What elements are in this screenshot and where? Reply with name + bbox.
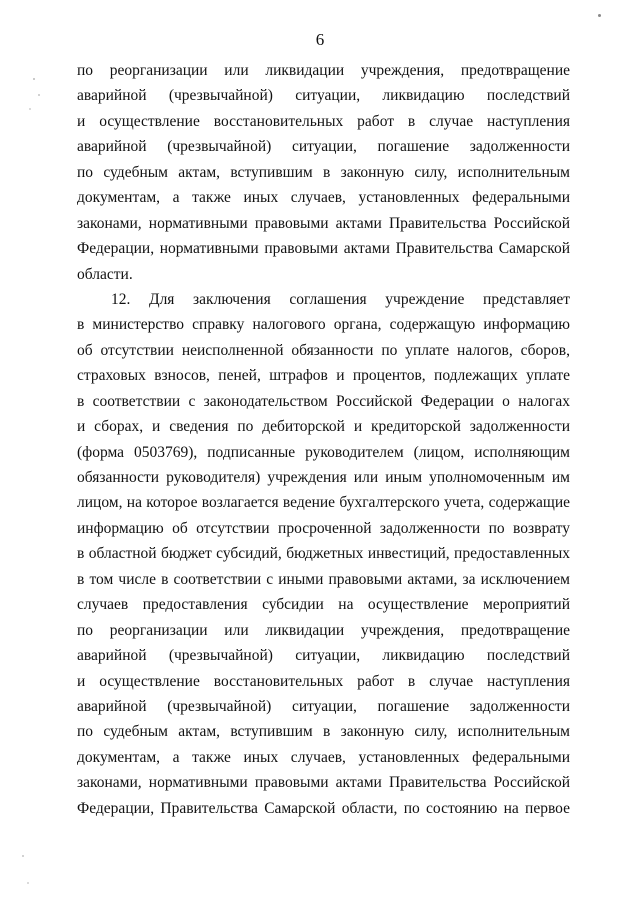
text-line: аварийной (чрезвычайной) ситуации, погашение задолженности xyxy=(77,138,570,156)
text-line: документам, а также иных случаев, установленных федеральными xyxy=(77,189,570,207)
paragraph-12-first-line: 12. Для заключения соглашения учреждение представляет xyxy=(111,290,570,308)
text-line: аварийной (чрезвычайной) ситуации, ликвидацию последствий xyxy=(77,87,570,105)
text-line: (форма 0503769), подписанные руководителем (лицом, исполняющим xyxy=(77,443,570,461)
text-line: документам, а также иных случаев, установленных федеральными xyxy=(77,748,570,766)
text-line: в министерство справку налогового органа, содержащую информацию xyxy=(77,316,570,334)
text-line: по судебным актам, вступившим в законную силу, исполнительным xyxy=(77,163,570,181)
scan-speck xyxy=(33,78,35,80)
text-line: законами, нормативными правовыми актами Правительства Российской xyxy=(77,774,570,792)
text-line: Федерации, Правительства Самарской области, по состоянию на первое xyxy=(77,799,570,817)
page-number: 6 xyxy=(315,30,325,49)
scan-speck xyxy=(598,14,601,17)
text-line: об отсутствии неисполненной обязанности по уплате налогов, сборов, xyxy=(77,341,570,359)
text-line: Федерации, нормативными правовыми актами Правительства Самарской xyxy=(77,240,570,258)
scan-speck xyxy=(22,855,24,857)
text-line: по реорганизации или ликвидации учреждения, предотвращение xyxy=(77,621,570,639)
text-line: по реорганизации или ликвидации учреждения, предотвращение xyxy=(77,62,570,79)
text-line: аварийной (чрезвычайной) ситуации, ликвидацию последствий xyxy=(77,647,570,665)
text-line: обязанности руководителя) учреждения или иным уполномоченным им xyxy=(77,469,570,486)
text-line: законами, нормативными правовыми актами Правительства Российской xyxy=(77,214,570,232)
text-line: в соответствии с законодательством Российской Федерации о налогах xyxy=(77,392,570,410)
text-line: информацию об отсутствии просроченной задолженности по возврату xyxy=(77,519,570,537)
text-line: и осуществление восстановительных работ в случае наступления xyxy=(77,112,570,130)
text-line: в том числе в соответствии с иными правовыми актами, за исключением xyxy=(77,570,570,588)
text-line: и сборах, и сведения по дебиторской и кредиторской задолженности xyxy=(77,418,570,436)
text-line: аварийной (чрезвычайной) ситуации, погашение задолженности xyxy=(77,697,570,715)
text-line: в областной бюджет субсидий, бюджетных инвестиций, предоставленных xyxy=(77,545,570,563)
body-text xyxy=(77,58,570,821)
text-line: лицом, на которое возлагается ведение бухгалтерского учета, содержащие xyxy=(77,494,570,512)
text-line: по судебным актам, вступившим в законную силу, исполнительным xyxy=(77,723,570,741)
scan-speck xyxy=(27,882,29,884)
scan-speck xyxy=(29,108,31,110)
text-line: страховых взносов, пеней, штрафов и процентов, подлежащих уплате xyxy=(77,367,570,385)
text-line: случаев предоставления субсидии на осуществление мероприятий xyxy=(77,596,570,614)
text-line: области. xyxy=(77,265,133,283)
text-line: и осуществление восстановительных работ в случае наступления xyxy=(77,672,570,690)
scan-speck xyxy=(38,94,40,96)
